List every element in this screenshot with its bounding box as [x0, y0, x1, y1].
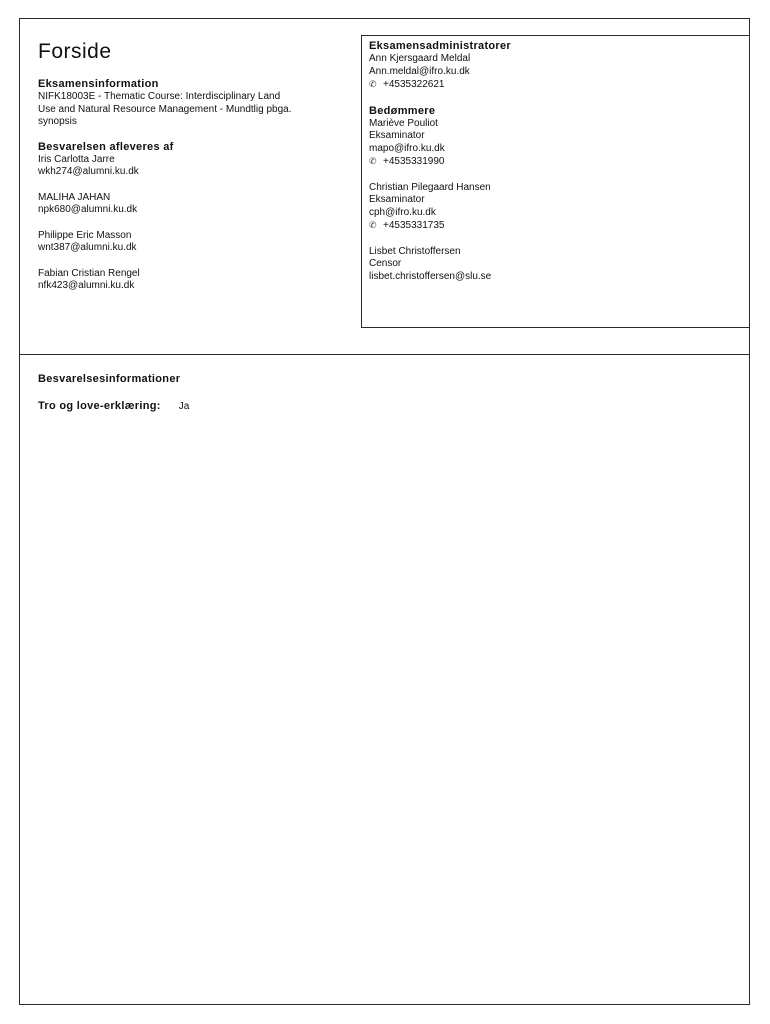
grader-entry: [369, 118, 749, 169]
handin-heading: Besvarelsen afleveres af: [38, 140, 174, 153]
grader-phone-number: +4535331735: [383, 220, 445, 231]
examiners-box: [361, 35, 750, 328]
author-name: MALIHA JAHAN: [38, 191, 111, 203]
author-entry: [38, 230, 358, 255]
author-entry: [38, 154, 358, 179]
section-divider: [20, 354, 749, 355]
affirmation-value: Ja: [178, 401, 190, 412]
grader-phone: [369, 219, 749, 233]
graders-section: [369, 105, 749, 284]
author-name: Philippe Eric Masson: [38, 229, 132, 241]
author-email: nfk423@alumni.ku.dk: [38, 280, 135, 291]
admin-phone: [369, 78, 749, 92]
grader-name: Christian Pilegaard Hansen: [369, 181, 491, 193]
exam-info-line: NIFK18003E - Thematic Course: Interdisciplinary Land: [38, 91, 281, 102]
author-name: Iris Carlotta Jarre: [38, 153, 115, 165]
submission-info-section: [38, 373, 189, 412]
phone-icon: ✆: [369, 156, 377, 166]
author-email: wkh274@alumni.ku.dk: [38, 166, 139, 177]
admin-email: Ann.meldal@ifro.ku.dk: [369, 65, 470, 77]
handin-section: [38, 141, 358, 293]
grader-role: Eksaminator: [369, 194, 425, 205]
admin-name: Ann Kjersgaard Meldal: [369, 53, 471, 64]
grader-phone: [369, 155, 749, 169]
graders-heading: Bedømmere: [369, 104, 436, 117]
grader-email: mapo@ifro.ku.dk: [369, 142, 445, 154]
page-title: Forside: [38, 40, 112, 63]
affirmation-row: [38, 400, 189, 412]
submission-info-heading: Besvarelsesinformationer: [38, 373, 181, 385]
grader-entry: [369, 246, 749, 284]
exam-info-heading: Eksamensinformation: [38, 78, 159, 90]
grader-email: lisbet.christoffersen@slu.se: [369, 270, 492, 282]
grader-role: Eksaminator: [369, 130, 425, 141]
author-entry: [38, 192, 358, 217]
phone-icon: ✆: [369, 220, 377, 230]
exam-info-line: Use and Natural Resource Management - Mundtlig pbga.: [38, 103, 292, 115]
grader-role: Censor: [369, 258, 402, 269]
front-page-left-column: [38, 38, 358, 293]
exam-info-section: [38, 78, 358, 129]
affirmation-label: Tro og love-erklæring:: [38, 400, 161, 412]
grader-email: cph@ifro.ku.dk: [369, 206, 436, 218]
grader-name: Lisbet Christoffersen: [369, 245, 461, 257]
grader-name: Mariève Pouliot: [369, 117, 438, 129]
exam-info-line: synopsis: [38, 116, 77, 127]
author-email: npk680@alumni.ku.dk: [38, 204, 138, 215]
author-name: Fabian Cristian Rengel: [38, 267, 140, 279]
admin-phone-number: +4535322621: [383, 79, 445, 90]
grader-entry: [369, 182, 749, 233]
phone-icon: ✆: [369, 79, 377, 89]
admins-heading: Eksamensadministratorer: [369, 40, 512, 52]
author-email: wnt387@alumni.ku.dk: [38, 242, 137, 253]
author-entry: [38, 268, 358, 293]
grader-phone-number: +4535331990: [383, 156, 445, 167]
